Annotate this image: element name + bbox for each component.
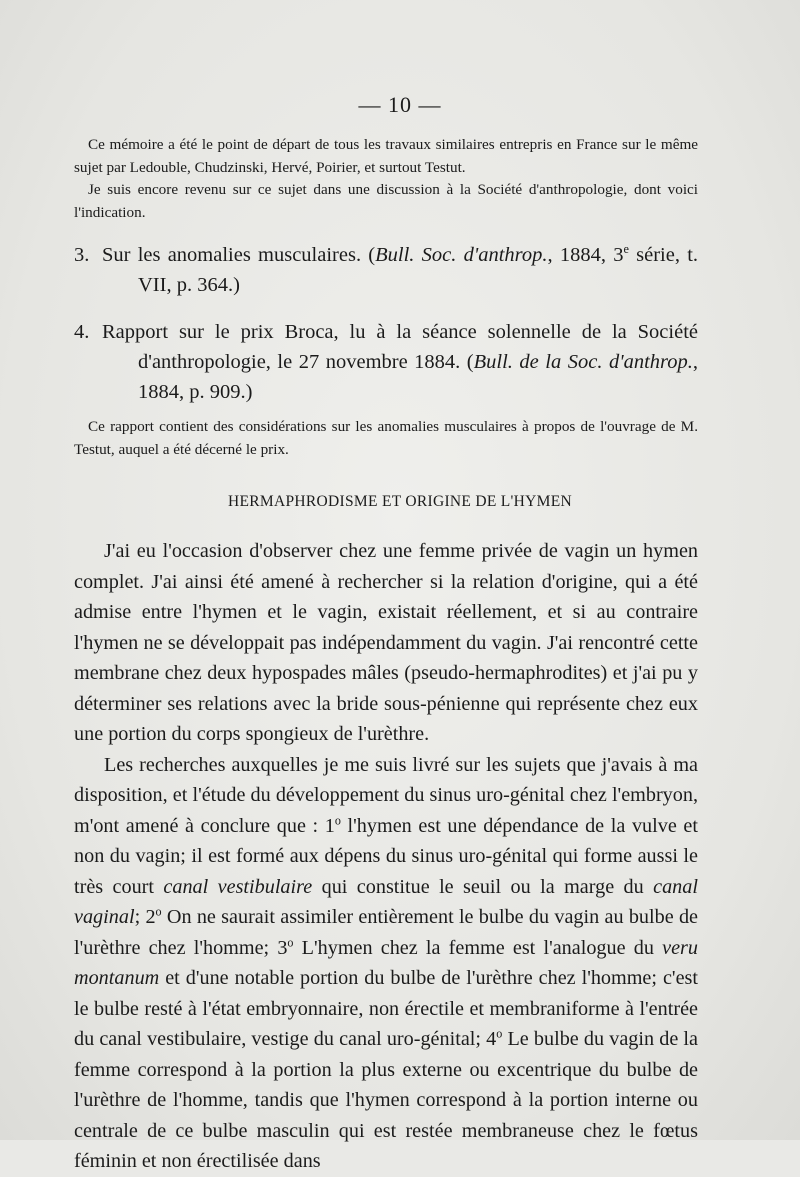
item-4-note: Ce rapport contient des considérations sur les anomalies musculaires à propos de l'ouvrage de M. Testut, auquel a été décerné le prix. bbox=[74, 418, 698, 458]
publication-item-4: 4. Rapport sur le prix Broca, lu à la séance solennelle de la Société d'anthropologie, le 27 novembre 1884. (Bull. de la Soc. d'anthrop., 1884, p. 909.) bbox=[74, 317, 698, 407]
intro-note-line-2: Je suis encore revenu sur ce sujet dans une discussion à la Société d'anthropologie, dont voici l'indication. bbox=[74, 181, 698, 221]
item-number: 3. bbox=[74, 244, 90, 266]
item-title: Rapport sur le prix Broca, lu à la séance solennelle de la Société d'anthropologie, le 27 novembre 1884. bbox=[102, 321, 698, 373]
item-number: 4. bbox=[74, 321, 90, 343]
publication-item-3: 3. Sur les anomalies musculaires. (Bull. Soc. d'anthrop., 1884, 3e série, t. VII, p. 364.) bbox=[74, 240, 698, 300]
paragraph-2: Les recherches auxquelles je me suis livré sur les sujets que j'avais à ma disposition, et l'étude du développement du sinus uro-génital chez l'embryon, m'ont amené à conclure que : 1$^o$ l'hymen est une dépendance de la vulve et non du vagin; il est formé aux dépens du sinus uro-génital qui forme aussi le très court canal vestibulaire qui constitue le seuil ou la marge du canal vaginal; 2$^o$ On ne saurait assimiler entièrement le bulbe du vagin au bulbe de l'urèthre chez l'homme; 3$^o$ L'hymen chez la femme est l'analogue du veru montanum et d'une notable portion du bulbe de l'urèthre chez l'homme; c'est le bulbe resté à l'état embryonnaire, non érectile et membraniforme à l'entrée du canal vestibulaire, vestige du canal uro-génital; 4$^o$ Le bulbe du vagin de la femme correspond à la portion la plus externe ou excentrique du bulbe de l'urèthre de l'homme, tandis que l'hymen correspond à la portion interne ou centrale de ce bulbe masculin qui est restée membraneuse chez le fœtus féminin et non érectilisée dans bbox=[74, 753, 699, 1172]
item-citation-journal: Bull. de la Soc. d'anthrop. bbox=[473, 351, 693, 373]
page-number: — 10 — bbox=[358, 92, 442, 117]
section-heading: HERMAPHRODISME ET ORIGINE DE L'HYMEN bbox=[228, 493, 572, 510]
item-title: Sur les anomalies musculaires. bbox=[102, 244, 362, 266]
item-citation-journal: Bull. Soc. d'anthrop. bbox=[375, 244, 548, 266]
body-text bbox=[74, 536, 698, 1177]
intro-note-line-1: Ce mémoire a été le point de départ de tous les travaux similaires entrepris en France sur le même sujet par Ledouble, Chudzinski, Hervé, Poirier, et surtout Testut. bbox=[74, 136, 698, 176]
intro-note bbox=[74, 134, 698, 224]
paragraph-1: J'ai eu l'occasion d'observer chez une femme privée de vagin un hymen complet. J'ai ainsi été amené à rechercher si la relation d'origine, qui a été admise entre l'hymen et le vagin, existait réellement, et si au contraire l'hymen ne se développait pas indépendamment du vagin. J'ai rencontré cette membrane chez deux hypospades mâles (pseudo-hermaphrodites) et j'ai pu y déterminer ses relations avec la bride sous-pénienne qui représente chez eux une portion du corps spongieux de l'urèthre. bbox=[74, 540, 698, 745]
